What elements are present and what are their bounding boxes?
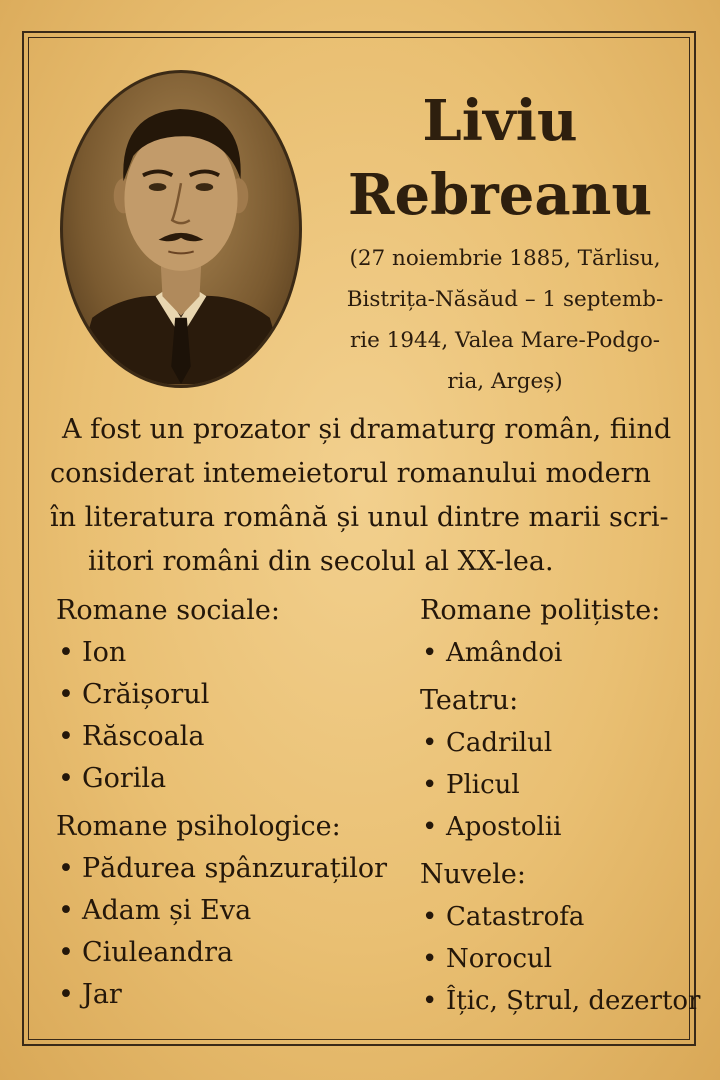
bullet-icon: • [422,944,438,974]
bullet-icon: • [58,679,74,710]
list-item: • Cadrilul [420,722,705,764]
list-item: • Ion [56,632,416,674]
author-first-name: Liviu [422,88,578,154]
bullet-icon: • [58,937,74,968]
works-left-column [56,590,416,1016]
list-item: • Jar [56,974,416,1016]
bullet-icon: • [422,812,438,842]
dates-line: ria, Argeș) [447,369,563,394]
dates-line: rie 1944, Valea Mare-Podgo- [349,328,661,353]
bullet-icon: • [422,770,438,800]
section-heading-romane-psihologice: Romane psihologice: [56,811,341,842]
works-right-column [420,590,705,1022]
bullet-icon: • [422,986,438,1016]
section-heading-teatru: Teatru: [420,685,519,716]
list-item: • Adam și Eva [56,890,416,932]
dates-line: (27 noiembrie 1885, Tărlisu, [349,246,661,271]
bullet-icon: • [58,979,74,1010]
author-dates [325,238,685,402]
dates-line: Bistrița-Năsăud – 1 septemb- [346,287,664,312]
bio-line: în literatura română și unul dintre marii scri- [50,502,669,533]
bullet-icon: • [58,853,74,884]
bio-line: iitori români din secolul al XX-lea. [88,546,554,577]
bullet-icon: • [422,902,438,932]
bullet-icon: • [422,728,438,758]
bullet-icon: • [58,895,74,926]
list-item: • Gorila [56,758,416,800]
list-item: • Îțic, Ștrul, dezertor [420,980,705,1022]
list-item: • Plicul [420,764,705,806]
author-portrait [60,70,302,388]
bullet-icon: • [58,763,74,794]
list-item: • Norocul [420,938,705,980]
list-item: • Răscoala [56,716,416,758]
list-item: • Apostolii [420,806,705,848]
author-last-name: Rebreanu [347,162,653,228]
list-item: • Catastrofa [420,896,705,938]
list-item: • Pădurea spânzuraților [56,848,416,890]
section-heading-nuvele: Nuvele: [420,859,526,890]
section-heading-romane-politiste: Romane polițiste: [420,595,661,626]
bio-line: considerat intemeietorul romanului modern [50,458,651,489]
bullet-icon: • [58,637,74,668]
list-item: • Ciuleandra [56,932,416,974]
portrait-illustration [63,73,299,385]
bullet-icon: • [422,638,438,668]
bullet-icon: • [58,721,74,752]
bio-line: A fost un prozator și dramaturg român, fiind [62,414,672,445]
list-item: • Crăișorul [56,674,416,716]
list-item: • Amândoi [420,632,705,674]
author-biography [50,408,690,584]
section-heading-romane-sociale: Romane sociale: [56,595,280,626]
